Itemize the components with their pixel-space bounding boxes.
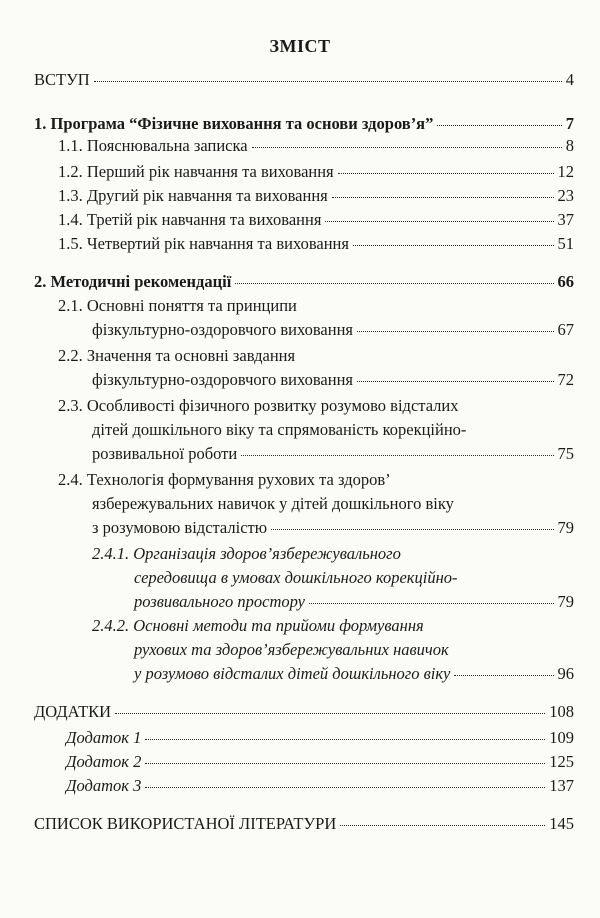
toc-entry-2-2-line-1[interactable]: 2.2. Значення та основні завдання (58, 346, 296, 365)
leader-dots (325, 221, 553, 222)
entry-label: ВСТУП (34, 70, 90, 89)
toc-entry-references[interactable] (34, 814, 574, 834)
page-number: 108 (549, 702, 574, 721)
toc-entry-1-5[interactable] (58, 234, 574, 254)
page-number: 23 (557, 186, 574, 205)
leader-dots (309, 603, 554, 604)
toc-entry-2-2[interactable] (92, 370, 574, 390)
toc-entry-1-2[interactable] (58, 162, 574, 182)
page-number: 79 (557, 592, 574, 611)
toc-entry-2-4-2[interactable] (134, 664, 574, 684)
entry-label: розвивального простору (134, 592, 305, 611)
toc-entry-1-3[interactable] (58, 186, 574, 206)
entry-label: 1.5. Четвертий рік навчання та виховання (58, 234, 349, 253)
entry-label: 1.2. Перший рік навчання та виховання (58, 162, 334, 181)
toc-entry-2-3[interactable] (92, 444, 574, 464)
toc-entry-2-4-line-2[interactable]: язбережувальних навичок у дітей дошкільного віку (92, 494, 454, 513)
toc-entry-appendix-1[interactable] (66, 728, 574, 748)
toc-entry-2-3-line-1[interactable]: 2.3. Особливості фізичного розвитку розумово відсталих (58, 396, 459, 415)
entry-label: 1.4. Третій рік навчання та виховання (58, 210, 322, 229)
entry-label: Додаток 1 (66, 728, 142, 747)
entry-label: фізкультурно-оздоровчого виховання (92, 320, 353, 339)
entry-label: з розумовою відсталістю (92, 518, 268, 537)
page-number: 66 (557, 272, 574, 291)
entry-label: ДОДАТКИ (34, 702, 112, 721)
toc-entry-appendix-3[interactable] (66, 776, 574, 796)
toc-entry-2-4-1[interactable] (134, 592, 574, 612)
toc-entry-1-4[interactable] (58, 210, 574, 230)
leader-dots (454, 675, 553, 676)
leader-dots (94, 81, 562, 82)
leader-dots (145, 787, 545, 788)
page-number: 96 (557, 664, 574, 683)
page-number: 109 (549, 728, 574, 747)
entry-label: 1.1. Пояснювальна записка (58, 136, 248, 155)
page-number: 4 (565, 70, 574, 89)
page-number: 37 (557, 210, 574, 229)
leader-dots (332, 197, 554, 198)
page-number: 145 (549, 814, 574, 833)
page-number: 67 (557, 320, 574, 339)
page-number: 125 (549, 752, 574, 771)
leader-dots (357, 381, 554, 382)
leader-dots (145, 763, 545, 764)
leader-dots (145, 739, 545, 740)
entry-label: СПИСОК ВИКОРИСТАНОЇ ЛІТЕРАТУРИ (34, 814, 337, 833)
entry-label: Додаток 3 (66, 776, 142, 795)
entry-label: у розумово відсталих дітей дошкільного віку (134, 664, 451, 683)
toc-entry-appendix-2[interactable] (66, 752, 574, 772)
toc-entry-2-1[interactable] (92, 320, 574, 340)
page-number: 75 (557, 444, 574, 463)
toc-entry-2-4-1-line-2[interactable]: середовища в умовах дошкільного корекційно- (134, 568, 458, 587)
toc-entry-2-4[interactable] (92, 518, 574, 538)
leader-dots (252, 147, 562, 148)
toc-entry-appendix[interactable] (34, 702, 574, 722)
toc-entry-2-4-2-line-1[interactable]: 2.4.2. Основні методи та прийоми формування (92, 616, 424, 635)
toc-entry-intro[interactable] (34, 70, 574, 90)
toc-entry-2-4-1-line-1[interactable]: 2.4.1. Організація здоров’язбережувального (92, 544, 401, 563)
page-number: 51 (557, 234, 574, 253)
page-title: ЗМІСТ (269, 36, 331, 56)
leader-dots (437, 125, 561, 126)
entry-label: розвивальної роботи (92, 444, 238, 463)
leader-dots (235, 283, 553, 284)
page-number: 72 (557, 370, 574, 389)
page-number: 12 (557, 162, 574, 181)
leader-dots (241, 455, 553, 456)
leader-dots (340, 825, 545, 826)
toc-entry-2-4-line-1[interactable]: 2.4. Технологія формування рухових та здоров’ (58, 470, 391, 489)
leader-dots (338, 173, 554, 174)
entry-label: фізкультурно-оздоровчого виховання (92, 370, 353, 389)
leader-dots (357, 331, 554, 332)
leader-dots (115, 713, 545, 714)
page-number: 79 (557, 518, 574, 537)
entry-label: 2. Методичні рекомендації (34, 272, 232, 291)
page-number: 7 (565, 114, 574, 133)
toc-entry-2-1-line-1[interactable]: 2.1. Основні поняття та принципи (58, 296, 297, 315)
page-number: 137 (549, 776, 574, 795)
toc-entry-1-1[interactable] (58, 136, 574, 156)
leader-dots (353, 245, 554, 246)
entry-label: Додаток 2 (66, 752, 142, 771)
toc-entry-2-3-line-2[interactable]: дітей дошкільного віку та спрямованість корекційно- (92, 420, 467, 439)
entry-label: 1.3. Другий рік навчання та виховання (58, 186, 328, 205)
leader-dots (271, 529, 553, 530)
toc-entry-2-4-2-line-2[interactable]: рухових та здоров’язбережувальних навичок (134, 640, 449, 659)
entry-label: 1. Програма “Фізичне виховання та основи здоров’я” (34, 114, 434, 133)
toc-entry-section-2[interactable] (34, 272, 574, 292)
toc-entry-section-1[interactable] (34, 114, 574, 134)
page-number: 8 (565, 136, 574, 155)
